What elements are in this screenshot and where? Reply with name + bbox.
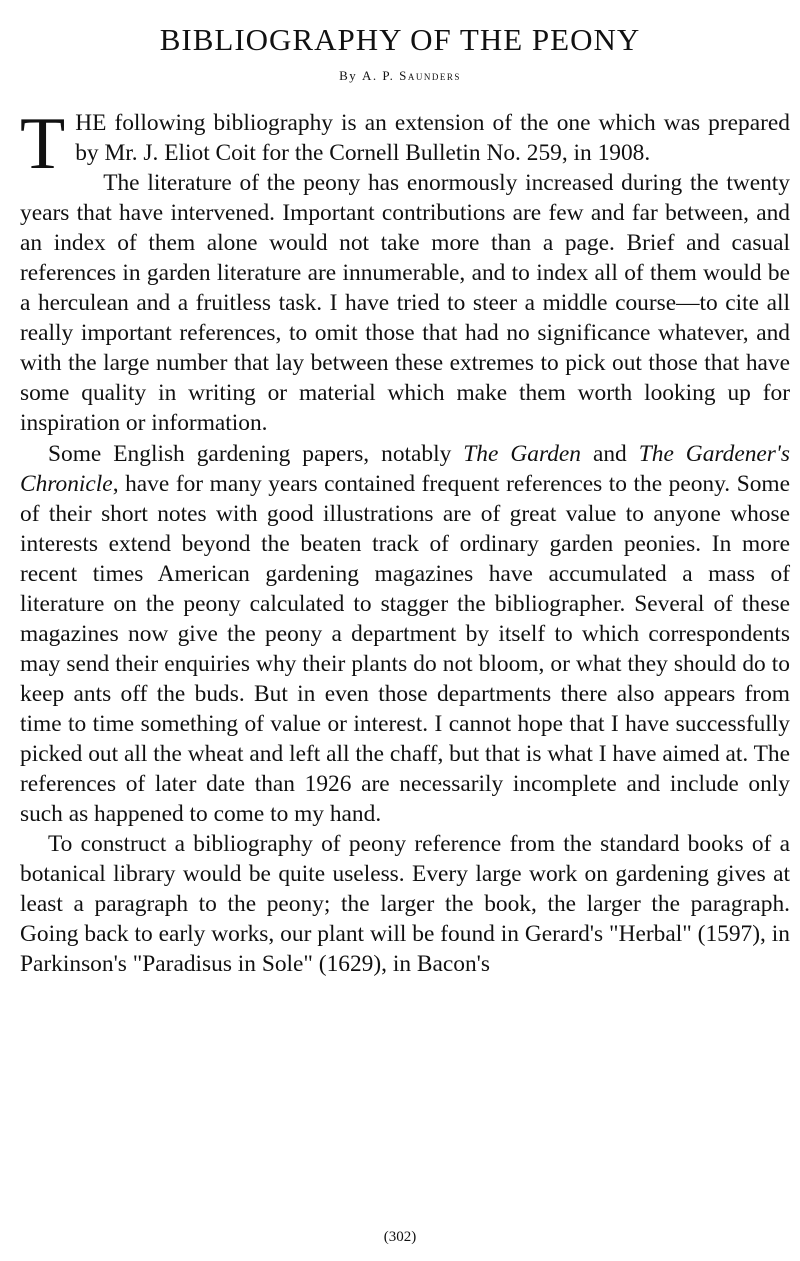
page-number: (302) xyxy=(383,1229,417,1245)
paragraph-1 xyxy=(20,103,790,185)
paragraph-3-text-c: , have for many years contained frequent references to the peony. Some of their short notes with good illustrations are of great value to anyone whose interests extend beyond the beaten track of ordinary garden peonies. In more recent times American gardening magazines have accumulated a mass of literature on the peony calculated to stagger the bibliographer. Several of these magazines now give the peony a department by itself to which correspondents may send their enquiries why their plants do not bloom, or what they should do to keep ants off the buds. But in even those departments there also appears from time to time something of value or interest. I cannot hope that I have successfully picked out all the wheat and left all the chaff, but that is what I have aimed at. The references of later date than 1926 are necessarily incomplete and include only such as happened to come to my hand. xyxy=(20,470,790,828)
byline xyxy=(0,68,800,84)
publication-title-chronicle: The Gardener's Chronicle xyxy=(20,440,790,497)
paragraph-1-text: HE following bibliography is an extension of the one which was prepared by Mr. J. Eliot Coit for the Cornell Bulletin No. 259, in 1908. xyxy=(75,110,790,167)
paragraph-3-text-a: Some English gardening papers, notably xyxy=(48,440,464,467)
paragraph-4: To construct a bibliography of peony reference from the standard books of a botanical library would be quite useless. Every large work on gardening gives at least a paragraph to the peony; the larger the book, the larger the paragraph. Going back to early works, our plant will be found in Gerard's "Herbal" (1597), in Parkinson's "Paradisus in Sole" (1629), in Bacon's xyxy=(20,831,790,978)
author-name: A. P. Saunders xyxy=(362,68,461,83)
article-title: BIBLIOGRAPHY OF THE PEONY xyxy=(159,22,641,57)
publication-title-garden: The Garden xyxy=(463,440,581,467)
paragraph-3-text-b: and xyxy=(580,440,639,467)
paragraph-2: The literature of the peony has enormously increased during the twenty years that have intervened. Important contributions are few and far between, and an index of them alone would not take more than a page. Brief and casual references in garden literature are innumerable, and to index all of them would be a herculean and a fruitless task. I have tried to steer a middle course—to cite all really important references, to omit those that had no significance whatever, and with the large number that lay between these extremes to pick out those that have some quality in writing or material which make them worth looking up for inspiration or information. xyxy=(20,170,790,437)
drop-cap: T xyxy=(20,103,66,185)
paragraph-3 xyxy=(20,439,790,830)
article-body xyxy=(20,103,790,979)
byline-prefix: By xyxy=(339,68,358,83)
